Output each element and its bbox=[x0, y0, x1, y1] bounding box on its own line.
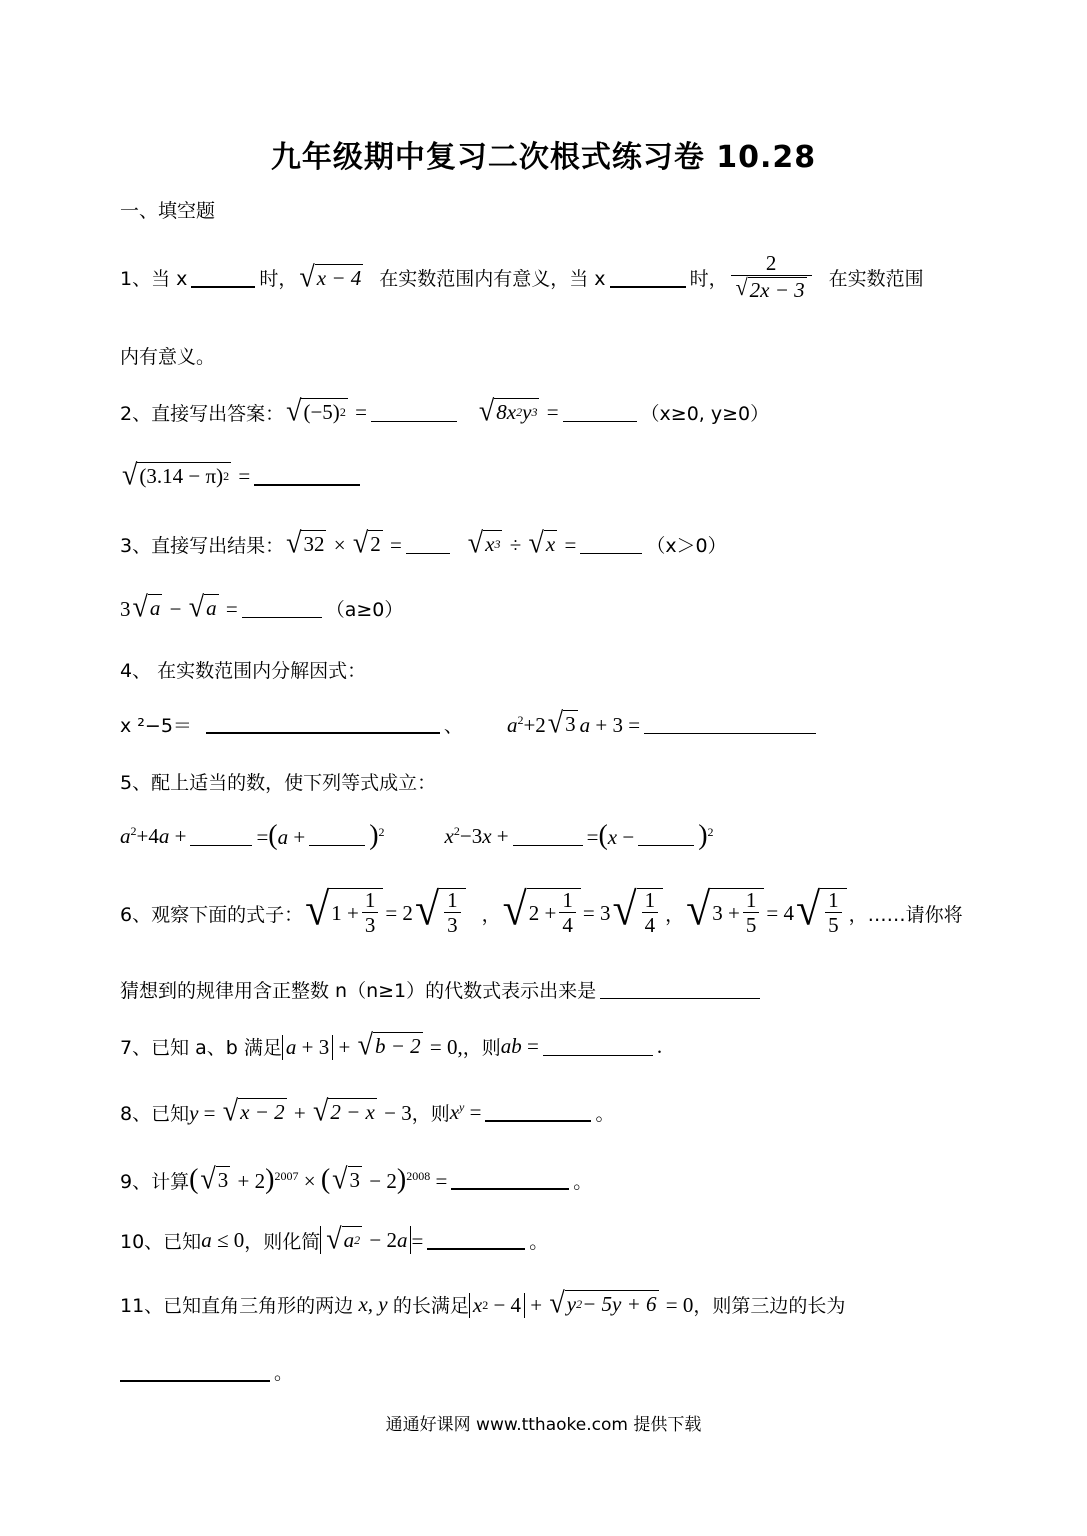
question-4: 4、 在实数范围内分解因式： bbox=[120, 660, 367, 682]
question-5-cont: $a^2+4a$ + =(a + )$^2$ $x^2-3x$ + =(x − )$^2$ bbox=[120, 820, 714, 851]
answer-blank[interactable] bbox=[254, 466, 360, 486]
answer-blank[interactable] bbox=[563, 403, 637, 422]
question-3-cont: 3 √ a − √ a = （a≥0） bbox=[120, 591, 404, 624]
footer-credit: 通通好课网 www.tthaoke.com 提供下载 bbox=[385, 1415, 702, 1435]
question-10: 10、已知 a ≤ 0 ，则化简 √ a 2 − 2 a = 。 bbox=[120, 1223, 549, 1256]
page-title: 九年级期中复习二次根式练习卷 10.28 bbox=[270, 140, 817, 175]
answer-blank[interactable] bbox=[543, 1037, 653, 1056]
answer-blank[interactable] bbox=[309, 827, 365, 846]
answer-blank[interactable] bbox=[638, 827, 694, 846]
answer-blank[interactable] bbox=[242, 599, 322, 618]
answer-blank[interactable] bbox=[190, 827, 252, 846]
section-heading: 一、填空题 bbox=[120, 200, 216, 222]
question-2: 2、直接写出答案： √ (−5) 2 = √ 8x 2 y 3 = （x≥0, y≥0） bbox=[120, 395, 770, 428]
answer-blank[interactable] bbox=[580, 535, 642, 554]
answer-blank[interactable] bbox=[644, 715, 816, 734]
question-2-cont: √ (3.14 − π) 2 = bbox=[120, 462, 364, 490]
question-3: 3、直接写出结果： √ 32 × √ 2 = √ x 3 ÷ √ x = （x＞0） bbox=[120, 527, 727, 560]
answer-blank[interactable] bbox=[485, 1102, 591, 1122]
question-6: 6、观察下面的式子： √ 1 + $\frac{1}{3}$ = 2 √ $\frac{1}{3}$ ， √ 2 + $\frac{1}{4}$ = 3 √ $\frac{1}{4}$ ， √ 3 + $\frac{1}{5}$ = 4 √ $\frac{1}{5}$ ，……请你将 bbox=[120, 883, 963, 938]
question-1: 1、当 x 时， √ x − 4 在实数范围内有意义，当 x 时， 2 √ 2x − 3 在实数范围 bbox=[120, 251, 924, 303]
question-11: 11、已知直角三角形的两边 x, y 的长满足 x 2 − 4 + √ y 2 − 5y + 6 = 0 ，则第三边的长为 bbox=[120, 1287, 846, 1320]
question-11-cont: 。 bbox=[120, 1358, 293, 1385]
answer-blank[interactable] bbox=[610, 268, 686, 288]
question-1-cont: 内有意义。 bbox=[120, 346, 216, 368]
answer-blank[interactable] bbox=[513, 827, 583, 846]
answer-blank[interactable] bbox=[206, 714, 440, 734]
answer-blank[interactable] bbox=[371, 403, 457, 422]
question-7: 7、已知 a、b 满足 a + 3 + √ b − 2 = 0, ，则 ab = . bbox=[120, 1029, 663, 1062]
answer-blank[interactable] bbox=[191, 268, 255, 288]
question-4-cont: x ²−5＝ 、 $a^2+2$ √ 3 a + 3 = bbox=[120, 710, 820, 738]
question-5: 5、配上适当的数，使下列等式成立： bbox=[120, 772, 437, 794]
fraction-expr: 2 √ 2x − 3 bbox=[731, 252, 812, 303]
question-6-cont: 猜想到的规律用含正整数 n（n≥1）的代数式表示出来是 bbox=[120, 976, 764, 1003]
question-8: 8、已知 y = √ x − 2 + √ 2 − x − 3 ，则 $x^y$ = 。 bbox=[120, 1095, 615, 1128]
answer-blank[interactable] bbox=[120, 1362, 270, 1382]
question-9: 9、计算 ( √ 3 + 2)$^{2007}$ × ( √ 3 − 2)$^{2008}$ = 。 bbox=[120, 1163, 593, 1196]
sqrt-expr: √ x − 4 bbox=[299, 260, 362, 294]
answer-blank[interactable] bbox=[406, 535, 450, 554]
answer-blank[interactable] bbox=[451, 1170, 569, 1190]
answer-blank[interactable] bbox=[427, 1230, 525, 1250]
answer-blank[interactable] bbox=[600, 980, 760, 999]
